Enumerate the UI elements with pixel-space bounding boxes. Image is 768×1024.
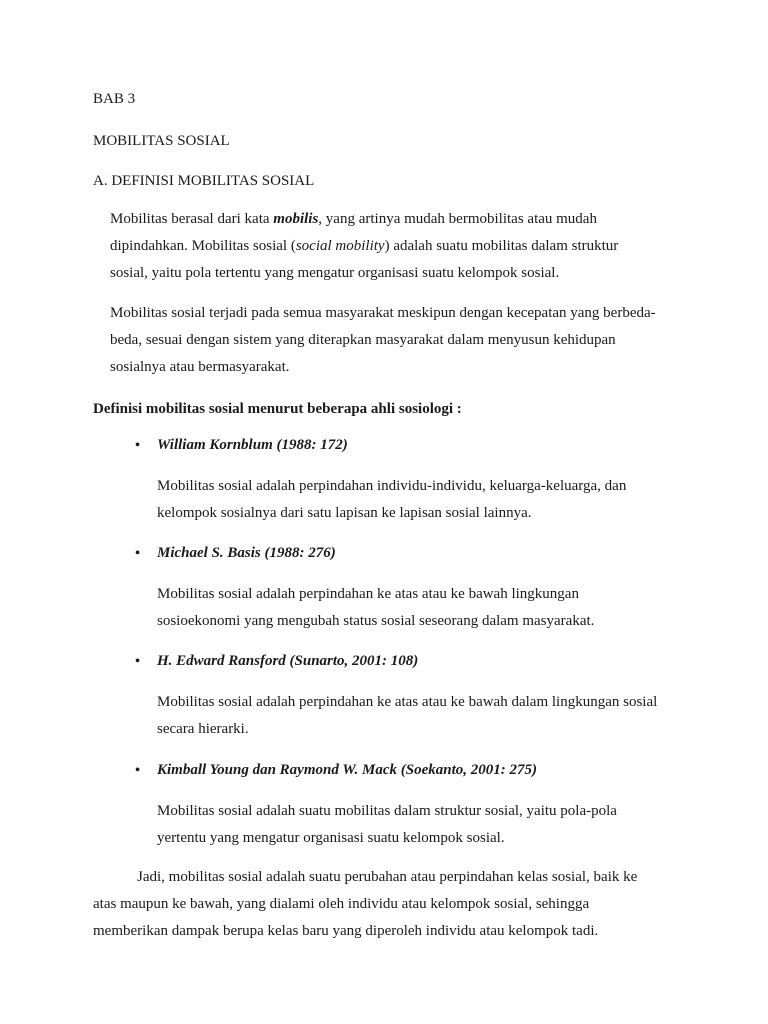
expert-list-item: [135, 432, 627, 527]
text: sosialnya atau bermasyarakat.: [110, 359, 290, 375]
section-heading: A. DEFINISI MOBILITAS SOSIAL: [93, 173, 315, 189]
expert-definition-line: Mobilitas sosial adalah perpindahan individu-individu, keluarga-keluarga, dan: [157, 478, 627, 494]
expert-name: H. Edward Ransford (Sunarto, 2001: 108): [157, 653, 419, 669]
paragraph-conclusion: [93, 864, 637, 945]
text: memberikan dampak berupa kelas baru yang diperoleh individu atau kelompok tadi.: [93, 923, 599, 939]
expert-list-item: [135, 540, 595, 635]
expert-name: Kimball Young dan Raymond W. Mack (Soekanto, 2001: 275): [157, 762, 538, 778]
text: dipindahkan. Mobilitas sosial (: [110, 238, 296, 254]
bullet-icon: •: [135, 546, 140, 561]
expert-name: Michael S. Basis (1988: 276): [157, 545, 336, 561]
bullet-icon: •: [135, 654, 140, 669]
paragraph-definition: [110, 206, 618, 287]
text: sosial, yaitu pola tertentu yang mengatur organisasi suatu kelompok sosial.: [110, 265, 560, 281]
text: ) adalah suatu mobilitas dalam struktur: [384, 238, 619, 254]
text: Mobilitas berasal dari kata: [110, 211, 274, 227]
text: beda, sesuai dengan sistem yang diterapkan masyarakat dalam menyusun kehidupan: [110, 332, 616, 348]
experts-heading: Definisi mobilitas sosial menurut beberapa ahli sosiologi :: [93, 401, 462, 417]
expert-definition-line: yertentu yang mengatur organisasi suatu kelompok sosial.: [157, 830, 505, 846]
text: atas maupun ke bawah, yang dialami oleh individu atau kelompok sosial, sehingga: [93, 896, 590, 912]
paragraph-occurrence: [110, 300, 656, 381]
expert-list-item: [135, 757, 617, 852]
chapter-label: BAB 3: [93, 91, 136, 107]
expert-name: William Kornblum (1988: 172): [157, 437, 348, 453]
expert-definition-line: Mobilitas sosial adalah suatu mobilitas dalam struktur sosial, yaitu pola-pola: [157, 803, 617, 819]
text: Jadi, mobilitas sosial adalah suatu perubahan atau perpindahan kelas sosial, baik ke: [137, 869, 638, 885]
expert-definition-line: sosioekonomi yang mengubah status sosial seseorang dalam masyarakat.: [157, 613, 595, 629]
expert-definition-line: Mobilitas sosial adalah perpindahan ke atas atau ke bawah dalam lingkungan sosial: [157, 694, 658, 710]
expert-definition-line: Mobilitas sosial adalah perpindahan ke atas atau ke bawah lingkungan: [157, 586, 579, 602]
expert-definition-line: kelompok sosialnya dari satu lapisan ke lapisan sosial lainnya.: [157, 505, 532, 521]
expert-definition-line: secara hierarki.: [157, 721, 249, 737]
text: , yang artinya mudah bermobilitas atau mudah: [318, 211, 597, 227]
term-social-mobility: social mobility: [295, 238, 385, 254]
expert-list-item: [135, 648, 658, 743]
document-title: MOBILITAS SOSIAL: [93, 133, 230, 149]
bullet-icon: •: [135, 438, 140, 453]
text: Mobilitas sosial terjadi pada semua masyarakat meskipun dengan kecepatan yang berbeda-: [110, 305, 656, 321]
bullet-icon: •: [135, 763, 140, 778]
term-mobilis: mobilis: [273, 211, 319, 227]
